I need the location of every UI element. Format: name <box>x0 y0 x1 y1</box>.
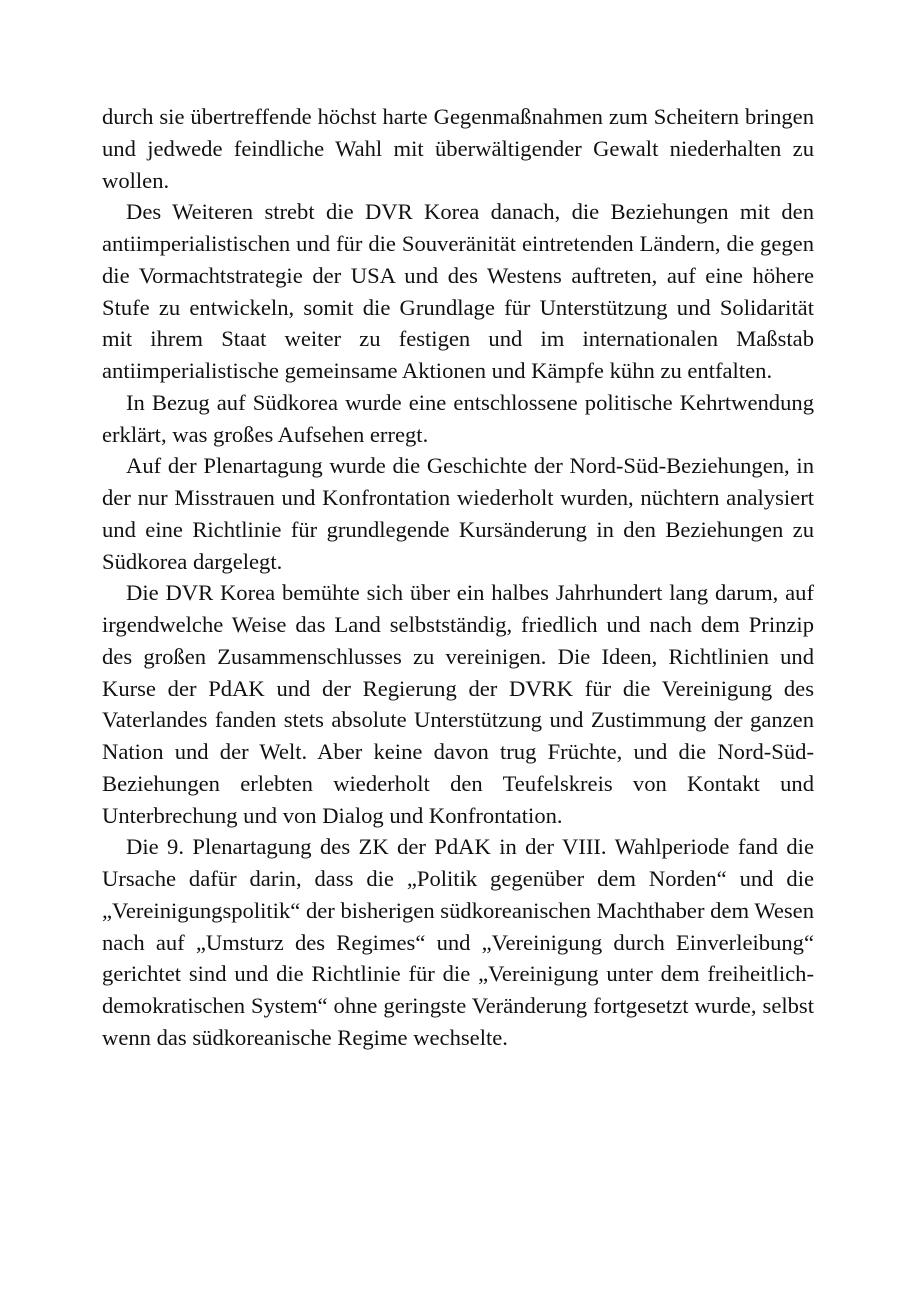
paragraph-plenary-analysis: Auf der Plenartagung wurde die Geschichte der Nord-Süd-Beziehungen, in der nur Misstrauen und Konfrontation wiederholt wurden, nüchtern analysiert und eine Richtlinie für grundlegende Kursänderung in den Beziehungen zu Südkorea dargelegt. <box>102 453 814 574</box>
paragraph-ninth-plenary: Die 9. Plenartagung des ZK der PdAK in der VIII. Wahlperiode fand die Ursache dafür darin, dass die „Politik gegenüber dem Norden“ und die „Vereinigungspolitik“ der bisherigen südkoreanischen Machthaber dem Wesen nach auf „Umsturz des Regimes“ und „Vereinigung durch Einverleibung“ gerichtet sind und die Richtlinie für die „Vereinigung unter dem freiheitlich-demokratischen System“ ohne geringste Veränderung fortgesetzt wurde, selbst wenn das südkoreanische Regime wechselte. <box>102 834 814 1050</box>
paragraph-reunification-efforts: Die DVR Korea bemühte sich über ein halbes Jahrhundert lang darum, auf irgendwelche Weise das Land selbstständig, friedlich und nach dem Prinzip des großen Zusammenschlusses zu vereinigen. Die Ideen, Richtlinien und Kurse der PdAK und der Regierung der DVRK für die Vereinigung des Vaterlandes fanden stets absolute Unterstützung und Zustimmung der ganzen Nation und der Welt. Aber keine davon trug Früchte, und die Nord-Süd-Beziehungen erlebten wiederholt den Teufelskreis von Kontakt und Unterbrechung und von Dialog und Konfrontation. <box>102 580 814 828</box>
paragraph-continuation: durch sie übertreffende höchst harte Gegenmaßnahmen zum Scheitern bringen und jedwede feindliche Wahl mit überwältigender Gewalt niederhalten zu wollen. <box>102 104 814 193</box>
document-page <box>102 101 814 1054</box>
paragraph-relations-antiimperialist: Des Weiteren strebt die DVR Korea danach, die Beziehungen mit den antiimperialistischen und für die Souveränität eintretenden Ländern, die gegen die Vormachtstrategie der USA und des Westens auftreten, auf eine höhere Stufe zu entwickeln, somit die Grundlage für Unterstützung und Solidarität mit ihrem Staat weiter zu festigen und im internationalen Maßstab antiimperialistische gemeinsame Aktionen und Kämpfe kühn zu entfalten. <box>102 199 814 383</box>
paragraph-south-korea-turn: In Bezug auf Südkorea wurde eine entschlossene politische Kehrtwendung erklärt, was großes Aufsehen erregt. <box>102 389 814 447</box>
